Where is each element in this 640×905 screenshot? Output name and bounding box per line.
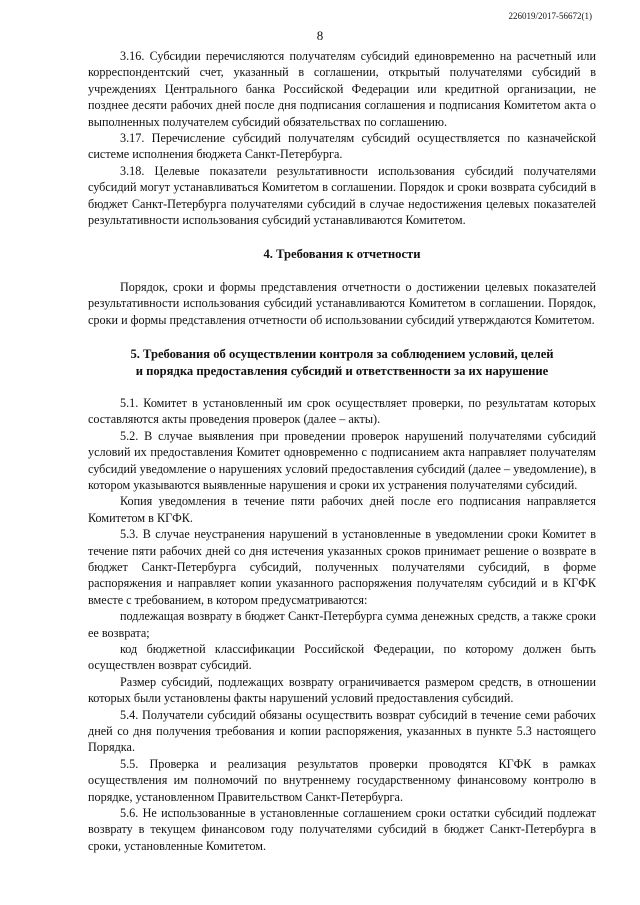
paragraph-3-17: 3.17. Перечисление субсидий получателям субсидий осуществляется по казначейской системе исполнения бюджета Санкт-Петербурга. <box>88 131 596 162</box>
section-4-paragraph: Порядок, сроки и формы представления отчетности о достижении целевых показателей результативности использования субсидий устанавливаются Комитетом в соглашении. Порядок, сроки и формы представления отчетности об использовании субсидий утверждаются Комитетом. <box>88 279 596 327</box>
paragraph-budget-code: код бюджетной классификации Российской Федерации, по которому должен быть осуществлен возврат субсидий. <box>88 642 596 673</box>
paragraph-5-6: 5.6. Не использованные в установленные соглашением сроки остатки субсидий подлежат возврату в текущем финансовом году получателями субсидий в бюджет Санкт-Петербурга в сроки, установленные Комитетом. <box>88 806 596 853</box>
paragraph-notice-copy: Копия уведомления в течение пяти рабочих дней после его подписания направляется Комитетом в КГФК. <box>88 494 596 525</box>
paragraph-return-size: Размер субсидий, подлежащих возврату ограничивается размером средств, в отношении которых были установлены факты нарушений условий предоставления субсидий. <box>88 674 596 706</box>
paragraph-5-4: 5.4. Получатели субсидий обязаны осуществить возврат субсидий в течение семи рабочих дней со дня получения требования и копии распоряжения, указанных в пункте 5.3 настоящего Порядка. <box>88 707 596 755</box>
paragraph-return-amount: подлежащая возврату в бюджет Санкт-Петербурга сумма денежных средств, а также сроки ее возврата; <box>88 609 596 640</box>
section-4-title: 4. Требования к отчетности <box>263 247 421 262</box>
paragraph-5-2: 5.2. В случае выявления при проведении проверок нарушений получателями субсидий условий их предоставления Комитет одновременно с подписанием акта направляет получателям субсидий уведомление о нарушениях условий предоставления субсидий (далее – уведомление), в котором указываются выявленные нарушения и сроки их устранения получателями субсидий. <box>88 428 596 492</box>
paragraph-3-16: 3.16. Субсидии перечисляются получателям субсидий единовременно на расчетный или корреспондентский счет, указанный в соглашении, открытый получателями субсидий в учреждениях Центрального банка Российской Федерации или кредитной организации, не позднее десяти рабочих дней после дня подписания соглашения и подписания Комитетом акта о выполненных получателем субсидий обязательствах по соглашению. <box>88 49 596 129</box>
section-5-title-line-1: 5. Требования об осуществлении контроля за соблюдением условий, целей <box>130 347 554 362</box>
document-number: 226019/2017-56672(1) <box>508 11 592 21</box>
paragraph-3-18: 3.18. Целевые показатели результативности использования субсидий получателями субсидий могут устанавливаться Комитетом в соглашении. Порядок и сроки возврата субсидий в бюджет Санкт-Петербурга получателями субсидий в случае недостижения целевых показателей результативности использования субсидий устанавливаются Комитетом. <box>88 163 596 228</box>
section-5-title-line-2: и порядка предоставления субсидий и ответственности за их нарушение <box>135 363 549 378</box>
paragraph-5-1: 5.1. Комитет в установленный им срок осуществляет проверки, по результатам которых составляются акты проведения проверок (далее – акты). <box>88 395 596 427</box>
paragraph-5-3: 5.3. В случае неустранения нарушений в установленные в уведомлении сроки Комитет в течение пяти рабочих дней со дня истечения указанных сроков принимает решение о возврате в бюджет Санкт-Петербурга субсидий, полученных получателями субсидий, в форме распоряжения и направляет копии указанного распоряжения получателям субсидий и в КГФК вместе с требованием, в котором предусматриваются: <box>88 527 596 607</box>
document-body <box>88 48 596 854</box>
paragraph-5-5: 5.5. Проверка и реализация результатов проверки проводятся КГФК в рамках осуществления им полномочий по внутреннему государственному финансовому контролю в порядке, установленном Правительством Санкт-Петербурга. <box>88 756 596 804</box>
page-number: 8 <box>316 28 324 43</box>
